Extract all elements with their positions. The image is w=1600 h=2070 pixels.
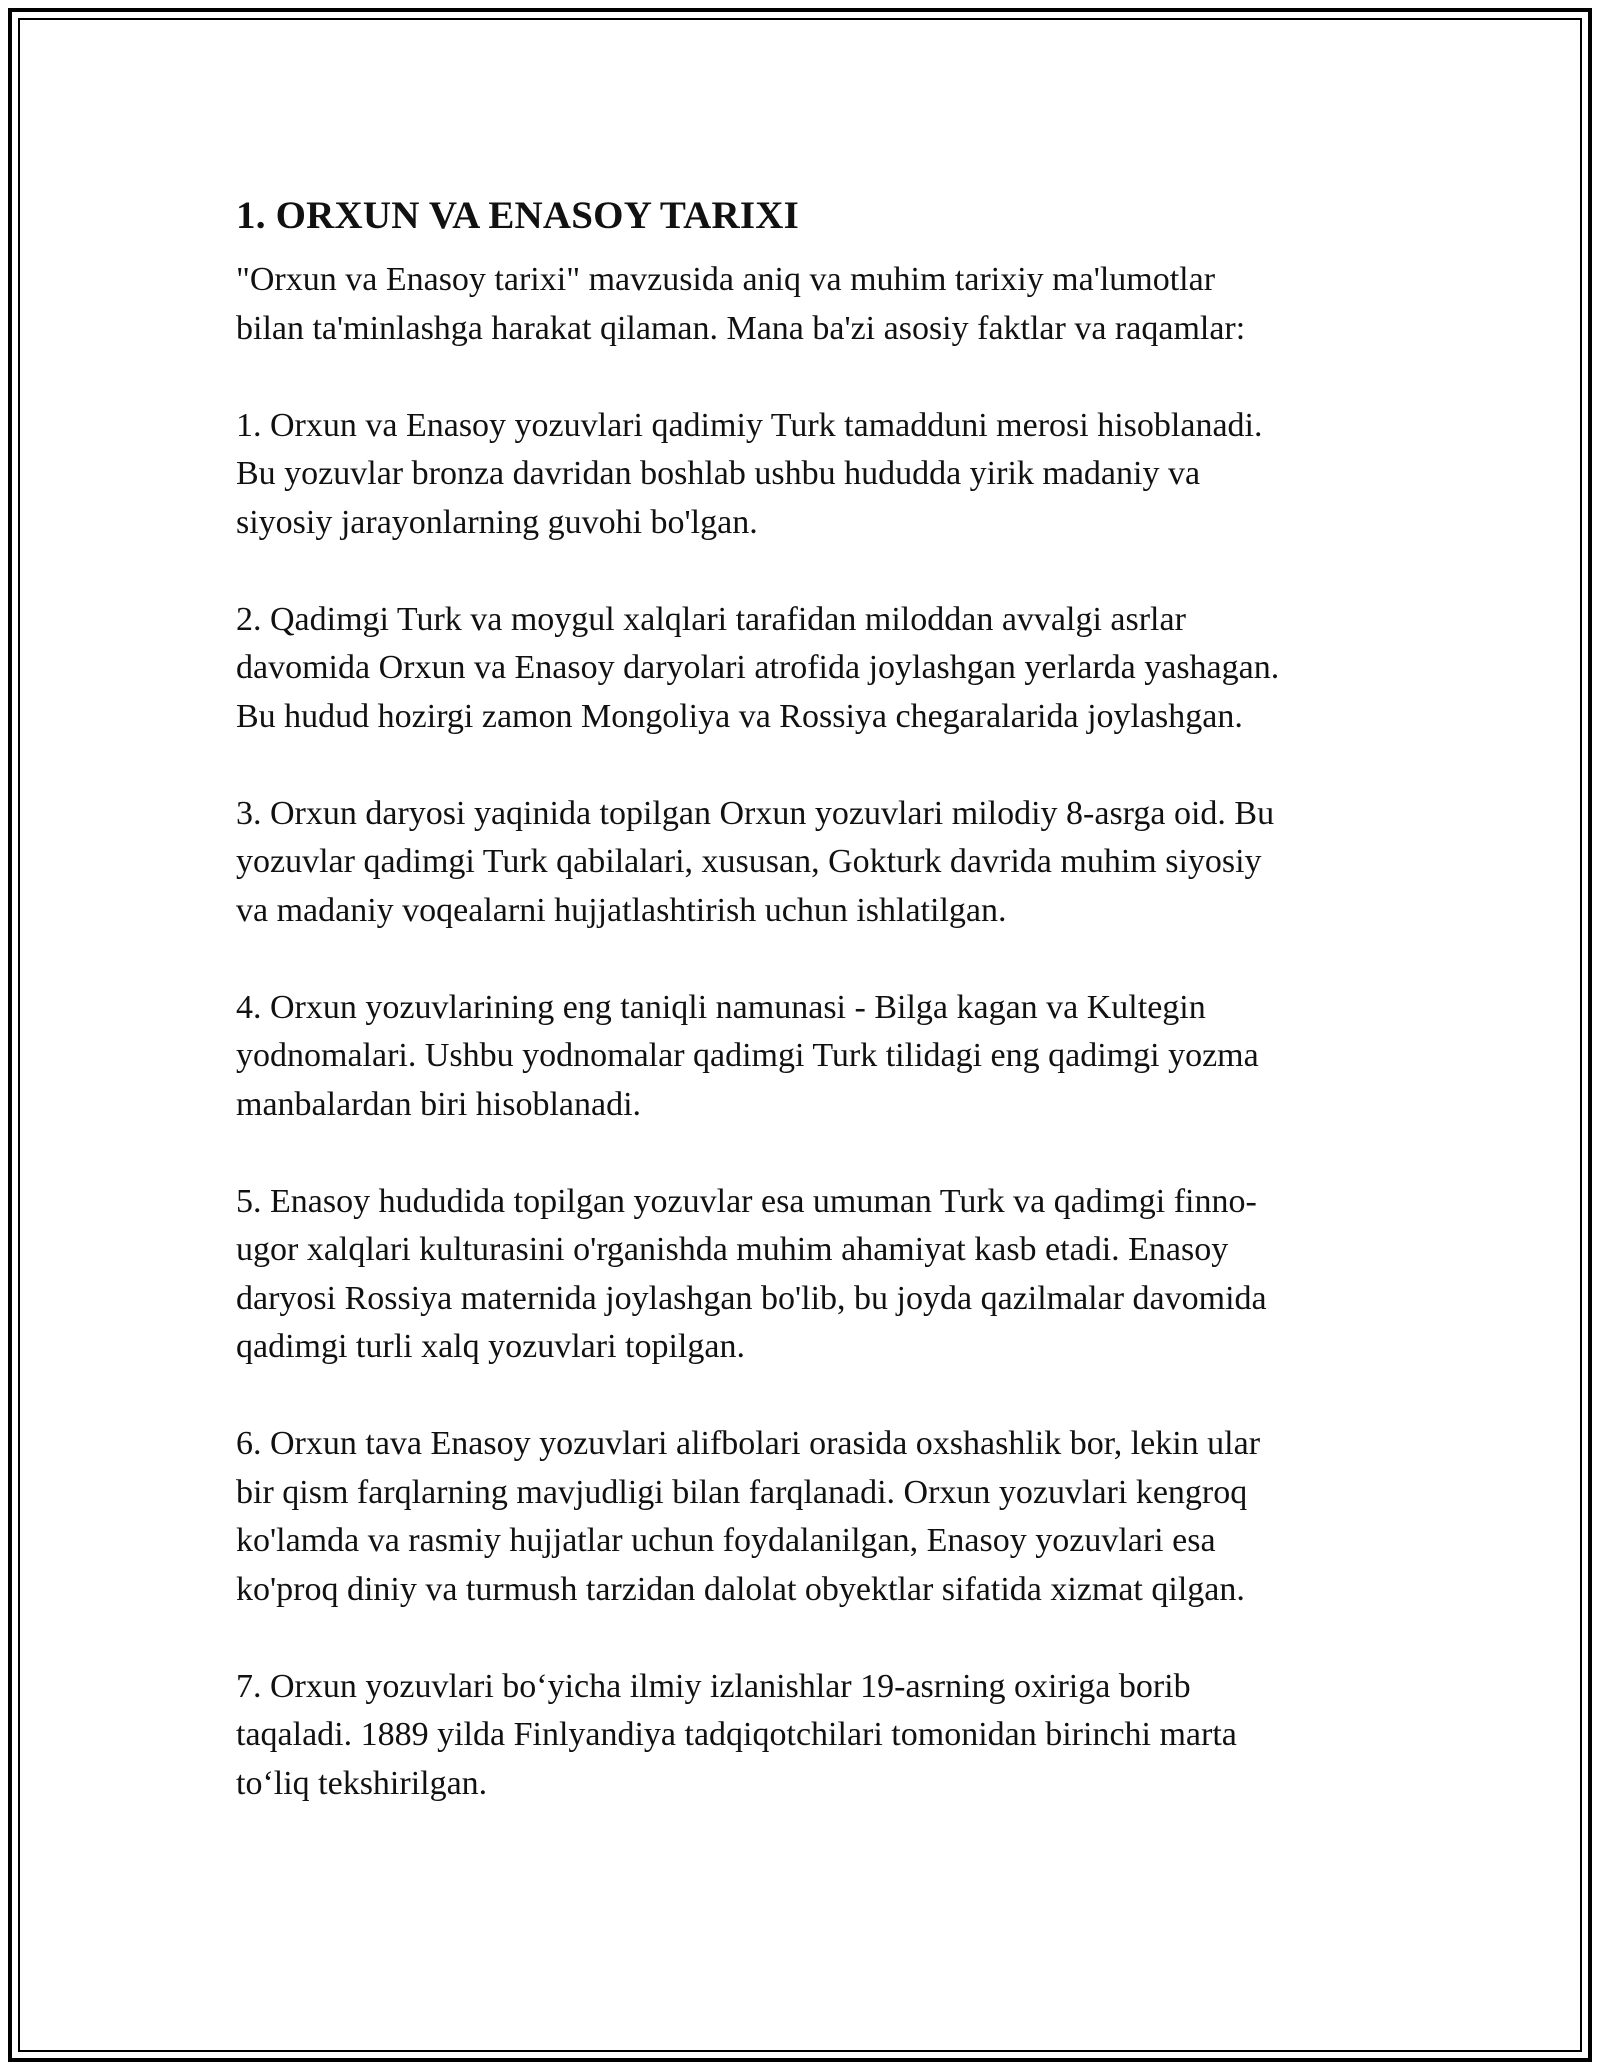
paragraph	[236, 1663, 1366, 1809]
paragraph-line: 2. Qadimgi Turk va moygul xalqlari tarafidan miloddan avvalgi asrlar	[236, 600, 1186, 638]
paragraph-line: 5. Enasoy hududida topilgan yozuvlar esa umuman Turk va qadimgi finno-	[236, 1182, 1257, 1220]
paragraph-line: 7. Orxun yozuvlari bo‘yicha ilmiy izlanishlar 19-asrning oxiriga borib	[236, 1667, 1191, 1705]
paragraph-line: 6. Orxun tava Enasoy yozuvlari alifbolari orasida oxshashlik bor, lekin ular	[236, 1425, 1261, 1462]
paragraph	[236, 1178, 1366, 1372]
paragraph	[236, 596, 1366, 742]
paragraph	[236, 402, 1366, 548]
paragraph-line: taqaladi. 1889 yilda Finlyandiya tadqiqotchilari tomonidan birinchi marta	[236, 1716, 1237, 1753]
paragraph-line: daryosi Rossiya maternida joylashgan bo'lib, bu joyda qazilmalar davomida	[236, 1279, 1267, 1317]
paragraph-list	[236, 256, 1366, 1808]
paragraph	[236, 984, 1366, 1130]
paragraph	[236, 256, 1366, 353]
paragraph-line: Bu yozuvlar bronza davridan boshlab ushbu hududda yirik madaniy va	[236, 455, 1201, 492]
paragraph-line: va madaniy voqealarni hujjatlashtirish uchun ishlatilgan.	[236, 891, 1007, 929]
paragraph-line: ko'proq diniy va turmush tarzidan dalolat obyektlar sifatida xizmat qilgan.	[236, 1570, 1245, 1608]
paragraph-line: bir qism farqlarning mavjudligi bilan farqlanadi. Orxun yozuvlari kengroq	[236, 1473, 1248, 1511]
paragraph-line: manbalardan biri hisoblanadi.	[236, 1085, 642, 1123]
document-body	[236, 186, 1366, 1857]
paragraph-line: 3. Orxun daryosi yaqinida topilgan Orxun yozuvlari milodiy 8-asrga oid. Bu	[236, 794, 1275, 832]
paragraph-line: ko'lamda va rasmiy hujjatlar uchun foydalanilgan, Enasoy yozuvlari esa	[236, 1522, 1216, 1559]
paragraph-line: davomida Orxun va Enasoy daryolari atrofida joylashgan yerlarda yashagan.	[236, 649, 1280, 686]
paragraph-line: siyosiy jarayonlarning guvohi bo'lgan.	[236, 503, 758, 541]
paragraph	[236, 1420, 1366, 1614]
document-title: 1. ORXUN VA ENASOY TARIXI	[236, 194, 800, 237]
paragraph-line: 4. Orxun yozuvlarining eng taniqli namunasi - Bilga kagan va Kultegin	[236, 988, 1206, 1026]
paragraph-line: qadimgi turli xalq yozuvlari topilgan.	[236, 1328, 745, 1365]
paragraph-line: 1. Orxun va Enasoy yozuvlari qadimiy Turk tamadduni merosi hisoblanadi.	[236, 406, 1263, 444]
paragraph-line: to‘liq tekshirilgan.	[236, 1764, 488, 1802]
paragraph-line: "Orxun va Enasoy tarixi" mavzusida aniq va muhim tarixiy ma'lumotlar	[236, 261, 1216, 298]
paragraph-line: ugor xalqlari kulturasini o'rganishda muhim ahamiyat kasb etadi. Enasoy	[236, 1231, 1229, 1268]
paragraph-line: bilan ta'minlashga harakat qilaman. Mana ba'zi asosiy faktlar va raqamlar:	[236, 309, 1246, 347]
paragraph-line: yozuvlar qadimgi Turk qabilalari, xususan, Gokturk davrida muhim siyosiy	[236, 843, 1262, 880]
paragraph	[236, 790, 1366, 936]
paragraph-line: yodnomalari. Ushbu yodnomalar qadimgi Turk tilidagi eng qadimgi yozma	[236, 1037, 1259, 1074]
paragraph-line: Bu hudud hozirgi zamon Mongoliya va Rossiya chegaralarida joylashgan.	[236, 697, 1243, 735]
